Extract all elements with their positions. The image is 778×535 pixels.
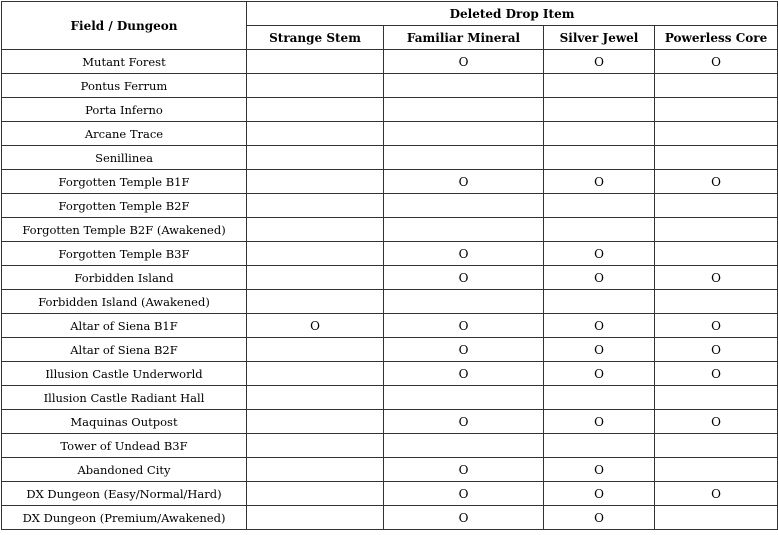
powerless-core-cell: O [655, 170, 778, 194]
familiar-mineral-cell [384, 218, 544, 242]
strange-stem-cell [247, 242, 384, 266]
field-name-cell: Arcane Trace [2, 122, 247, 146]
table-row [2, 50, 778, 74]
powerless-core-cell [655, 74, 778, 98]
strange-stem-cell [247, 170, 384, 194]
powerless-core-cell [655, 290, 778, 314]
drop-item-table [1, 1, 778, 530]
silver-jewel-cell [544, 194, 655, 218]
table-body [2, 50, 778, 530]
powerless-core-cell: O [655, 410, 778, 434]
silver-jewel-cell: O [544, 170, 655, 194]
table-row [2, 290, 778, 314]
strange-stem-cell [247, 122, 384, 146]
field-name-cell: Forgotten Temple B2F [2, 194, 247, 218]
field-name-cell: Illusion Castle Radiant Hall [2, 386, 247, 410]
silver-jewel-cell: O [544, 458, 655, 482]
familiar-mineral-cell [384, 194, 544, 218]
strange-stem-cell [247, 74, 384, 98]
field-name-cell: Abandoned City [2, 458, 247, 482]
powerless-core-cell [655, 386, 778, 410]
powerless-core-cell: O [655, 314, 778, 338]
header-row-group [2, 2, 778, 26]
field-name-cell: Illusion Castle Underworld [2, 362, 247, 386]
silver-jewel-cell: O [544, 50, 655, 74]
column-header-silver-jewel: Silver Jewel [544, 26, 655, 50]
powerless-core-cell: O [655, 338, 778, 362]
field-name-cell: DX Dungeon (Easy/Normal/Hard) [2, 482, 247, 506]
familiar-mineral-cell [384, 146, 544, 170]
familiar-mineral-cell [384, 98, 544, 122]
silver-jewel-cell: O [544, 242, 655, 266]
familiar-mineral-cell: O [384, 266, 544, 290]
strange-stem-cell [247, 362, 384, 386]
table-row [2, 266, 778, 290]
familiar-mineral-cell [384, 386, 544, 410]
table-row [2, 122, 778, 146]
table-row [2, 338, 778, 362]
field-name-cell: Forbidden Island [2, 266, 247, 290]
familiar-mineral-cell: O [384, 242, 544, 266]
silver-jewel-cell [544, 386, 655, 410]
familiar-mineral-cell: O [384, 338, 544, 362]
strange-stem-cell [247, 194, 384, 218]
column-header-powerless-core: Powerless Core [655, 26, 778, 50]
silver-jewel-cell: O [544, 506, 655, 530]
strange-stem-cell [247, 434, 384, 458]
field-name-cell: Porta Inferno [2, 98, 247, 122]
strange-stem-cell [247, 338, 384, 362]
table-row [2, 410, 778, 434]
strange-stem-cell: O [247, 314, 384, 338]
silver-jewel-cell: O [544, 482, 655, 506]
column-header-strange-stem: Strange Stem [247, 26, 384, 50]
table-row [2, 98, 778, 122]
field-name-cell: Forgotten Temple B1F [2, 170, 247, 194]
familiar-mineral-cell: O [384, 170, 544, 194]
silver-jewel-cell [544, 290, 655, 314]
table-row [2, 170, 778, 194]
powerless-core-cell [655, 146, 778, 170]
familiar-mineral-cell [384, 434, 544, 458]
familiar-mineral-cell [384, 290, 544, 314]
strange-stem-cell [247, 266, 384, 290]
silver-jewel-cell: O [544, 266, 655, 290]
table-row [2, 242, 778, 266]
familiar-mineral-cell: O [384, 314, 544, 338]
strange-stem-cell [247, 482, 384, 506]
table-row [2, 482, 778, 506]
powerless-core-cell [655, 218, 778, 242]
table-row [2, 458, 778, 482]
powerless-core-cell: O [655, 362, 778, 386]
strange-stem-cell [247, 50, 384, 74]
field-name-cell: Maquinas Outpost [2, 410, 247, 434]
familiar-mineral-cell: O [384, 458, 544, 482]
silver-jewel-cell [544, 98, 655, 122]
powerless-core-cell [655, 194, 778, 218]
powerless-core-cell [655, 98, 778, 122]
field-name-cell: Altar of Siena B1F [2, 314, 247, 338]
table-row [2, 194, 778, 218]
field-name-cell: Forgotten Temple B3F [2, 242, 247, 266]
silver-jewel-cell [544, 218, 655, 242]
powerless-core-cell [655, 242, 778, 266]
field-name-cell: Pontus Ferrum [2, 74, 247, 98]
strange-stem-cell [247, 506, 384, 530]
familiar-mineral-cell: O [384, 410, 544, 434]
field-dungeon-header: Field / Dungeon [2, 2, 247, 50]
silver-jewel-cell: O [544, 314, 655, 338]
table-row [2, 434, 778, 458]
silver-jewel-cell [544, 434, 655, 458]
powerless-core-cell [655, 434, 778, 458]
field-name-cell: Tower of Undead B3F [2, 434, 247, 458]
silver-jewel-cell [544, 74, 655, 98]
table-header [2, 2, 778, 50]
strange-stem-cell [247, 410, 384, 434]
powerless-core-cell: O [655, 50, 778, 74]
familiar-mineral-cell: O [384, 482, 544, 506]
familiar-mineral-cell: O [384, 50, 544, 74]
strange-stem-cell [247, 458, 384, 482]
powerless-core-cell: O [655, 482, 778, 506]
field-name-cell: Forbidden Island (Awakened) [2, 290, 247, 314]
powerless-core-cell [655, 122, 778, 146]
powerless-core-cell: O [655, 266, 778, 290]
table-row [2, 146, 778, 170]
field-name-cell: Forgotten Temple B2F (Awakened) [2, 218, 247, 242]
silver-jewel-cell: O [544, 410, 655, 434]
powerless-core-cell [655, 458, 778, 482]
table-row [2, 74, 778, 98]
table-row [2, 386, 778, 410]
silver-jewel-cell: O [544, 338, 655, 362]
table-row [2, 362, 778, 386]
field-name-cell: Altar of Siena B2F [2, 338, 247, 362]
familiar-mineral-cell [384, 122, 544, 146]
field-name-cell: Senillinea [2, 146, 247, 170]
table-row [2, 506, 778, 530]
table-row [2, 314, 778, 338]
deleted-drop-item-header: Deleted Drop Item [247, 2, 778, 26]
field-name-cell: DX Dungeon (Premium/Awakened) [2, 506, 247, 530]
table-row [2, 218, 778, 242]
familiar-mineral-cell: O [384, 506, 544, 530]
strange-stem-cell [247, 386, 384, 410]
silver-jewel-cell [544, 122, 655, 146]
column-header-familiar-mineral: Familiar Mineral [384, 26, 544, 50]
familiar-mineral-cell: O [384, 362, 544, 386]
familiar-mineral-cell [384, 74, 544, 98]
silver-jewel-cell [544, 146, 655, 170]
powerless-core-cell [655, 506, 778, 530]
strange-stem-cell [247, 218, 384, 242]
strange-stem-cell [247, 146, 384, 170]
field-name-cell: Mutant Forest [2, 50, 247, 74]
silver-jewel-cell: O [544, 362, 655, 386]
strange-stem-cell [247, 290, 384, 314]
strange-stem-cell [247, 98, 384, 122]
